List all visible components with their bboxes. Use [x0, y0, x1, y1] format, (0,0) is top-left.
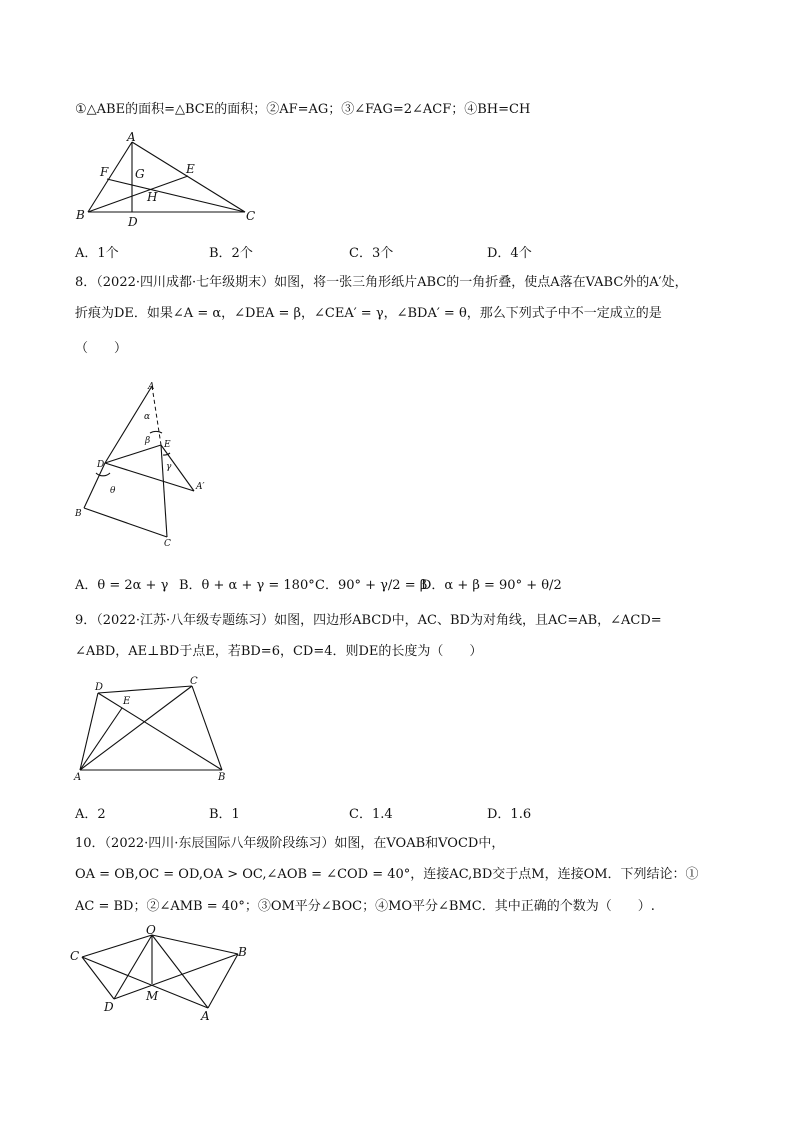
q8-label-A-prime: A′: [196, 482, 205, 492]
q8-label-D: D: [97, 460, 105, 470]
q8-line3: （ ）: [75, 341, 128, 356]
q9-choice-c[interactable]: C．1.4: [349, 807, 393, 822]
q8-choice-a[interactable]: A．θ = 2α + γ: [75, 578, 169, 593]
q8-label-beta: β: [145, 436, 151, 446]
q10-line2: OA = OB,OC = OD,OA > OC,∠AOB = ∠COD = 40°，连接AC,BD交于点M，连接OM．下列结论：①: [75, 867, 699, 882]
q10-triangles-figure: [66, 922, 266, 1027]
q7-choices: [75, 242, 675, 260]
q9-label-D: D: [95, 682, 104, 693]
q8-label-B: B: [75, 509, 82, 519]
q10-label-D: D: [104, 1000, 114, 1014]
q8-line1: 8．（2022·四川成都·七年级期末）如图，将一张三角形纸片ABC的一角折叠，使点A落在VABC外的A′处，: [75, 275, 688, 290]
q10-label-M: M: [146, 989, 159, 1003]
q8-line2: 折痕为DE．如果∠A = α，∠DEA = β，∠CEA′ = γ，∠BDA′ = θ，那么下列式子中不一定成立的是: [75, 306, 662, 321]
q7-choice-c[interactable]: C．3个: [349, 246, 394, 261]
q10-label-B: B: [238, 945, 247, 959]
q10-label-C: C: [70, 949, 80, 963]
q9-quadrilateral-figure: [70, 676, 240, 786]
q7-label-A: A: [127, 130, 136, 144]
q7-choice-b[interactable]: B．2个: [209, 246, 253, 261]
q9-choices: [75, 803, 675, 821]
q7-choice-a[interactable]: A．1个: [75, 246, 119, 261]
q7-statements: ①△ABE的面积=△BCE的面积；②AF=AG；③∠FAG=2∠ACF；④BH=CH: [75, 102, 531, 117]
q8-label-theta: θ: [110, 486, 116, 496]
q10-line1: 10．（2022·四川·东辰国际八年级阶段练习）如图，在VOAB和VOCD中，: [75, 836, 505, 851]
q7-triangle-figure: [70, 128, 270, 233]
q9-choice-d[interactable]: D．1.6: [487, 807, 532, 822]
q7-choice-d[interactable]: D．4个: [487, 246, 532, 261]
q10-label-A: A: [201, 1009, 210, 1023]
q8-choice-b[interactable]: B．θ + α + γ = 180°: [179, 578, 315, 593]
q8-label-A: A: [148, 382, 155, 392]
q8-choice-c[interactable]: C．90° + γ/2 = β: [315, 578, 428, 593]
q7-label-E: E: [186, 162, 195, 176]
q9-label-E: E: [123, 696, 131, 707]
q9-label-C: C: [190, 676, 198, 687]
q8-label-gamma: γ: [166, 462, 172, 472]
q9-label-A: A: [74, 772, 82, 783]
q7-label-C: C: [246, 209, 256, 223]
q8-fold-figure: [70, 375, 220, 550]
q9-choice-b[interactable]: B．1: [209, 807, 240, 822]
q7-label-G: G: [135, 167, 145, 181]
q8-label-alpha: α: [144, 412, 151, 422]
q7-label-B: B: [76, 208, 85, 222]
q10-label-O: O: [146, 923, 156, 937]
q9-line1: 9．（2022·江苏·八年级专题练习）如图，四边形ABCD中，AC、BD为对角线，且AC=AB，∠ACD=: [75, 613, 662, 628]
q7-label-H: H: [147, 190, 158, 204]
q9-label-B: B: [218, 772, 226, 783]
q7-label-F: F: [100, 165, 109, 179]
q7-label-D: D: [128, 215, 138, 229]
q9-choice-a[interactable]: A．2: [75, 807, 106, 822]
q9-line2: ∠ABD，AE⊥BD于点E，若BD=6，CD=4．则DE的长度为（ ）: [75, 644, 483, 659]
q8-label-E: E: [164, 440, 171, 450]
q8-label-C: C: [164, 539, 171, 549]
q8-choices: [75, 574, 715, 596]
q8-choice-d[interactable]: D．α + β = 90° + θ/2: [421, 578, 562, 593]
q10-line3: AC = BD；②∠AMB = 40°；③OM平分∠BOC；④MO平分∠BMC．其中正确的个数为（ ）.: [75, 899, 655, 914]
